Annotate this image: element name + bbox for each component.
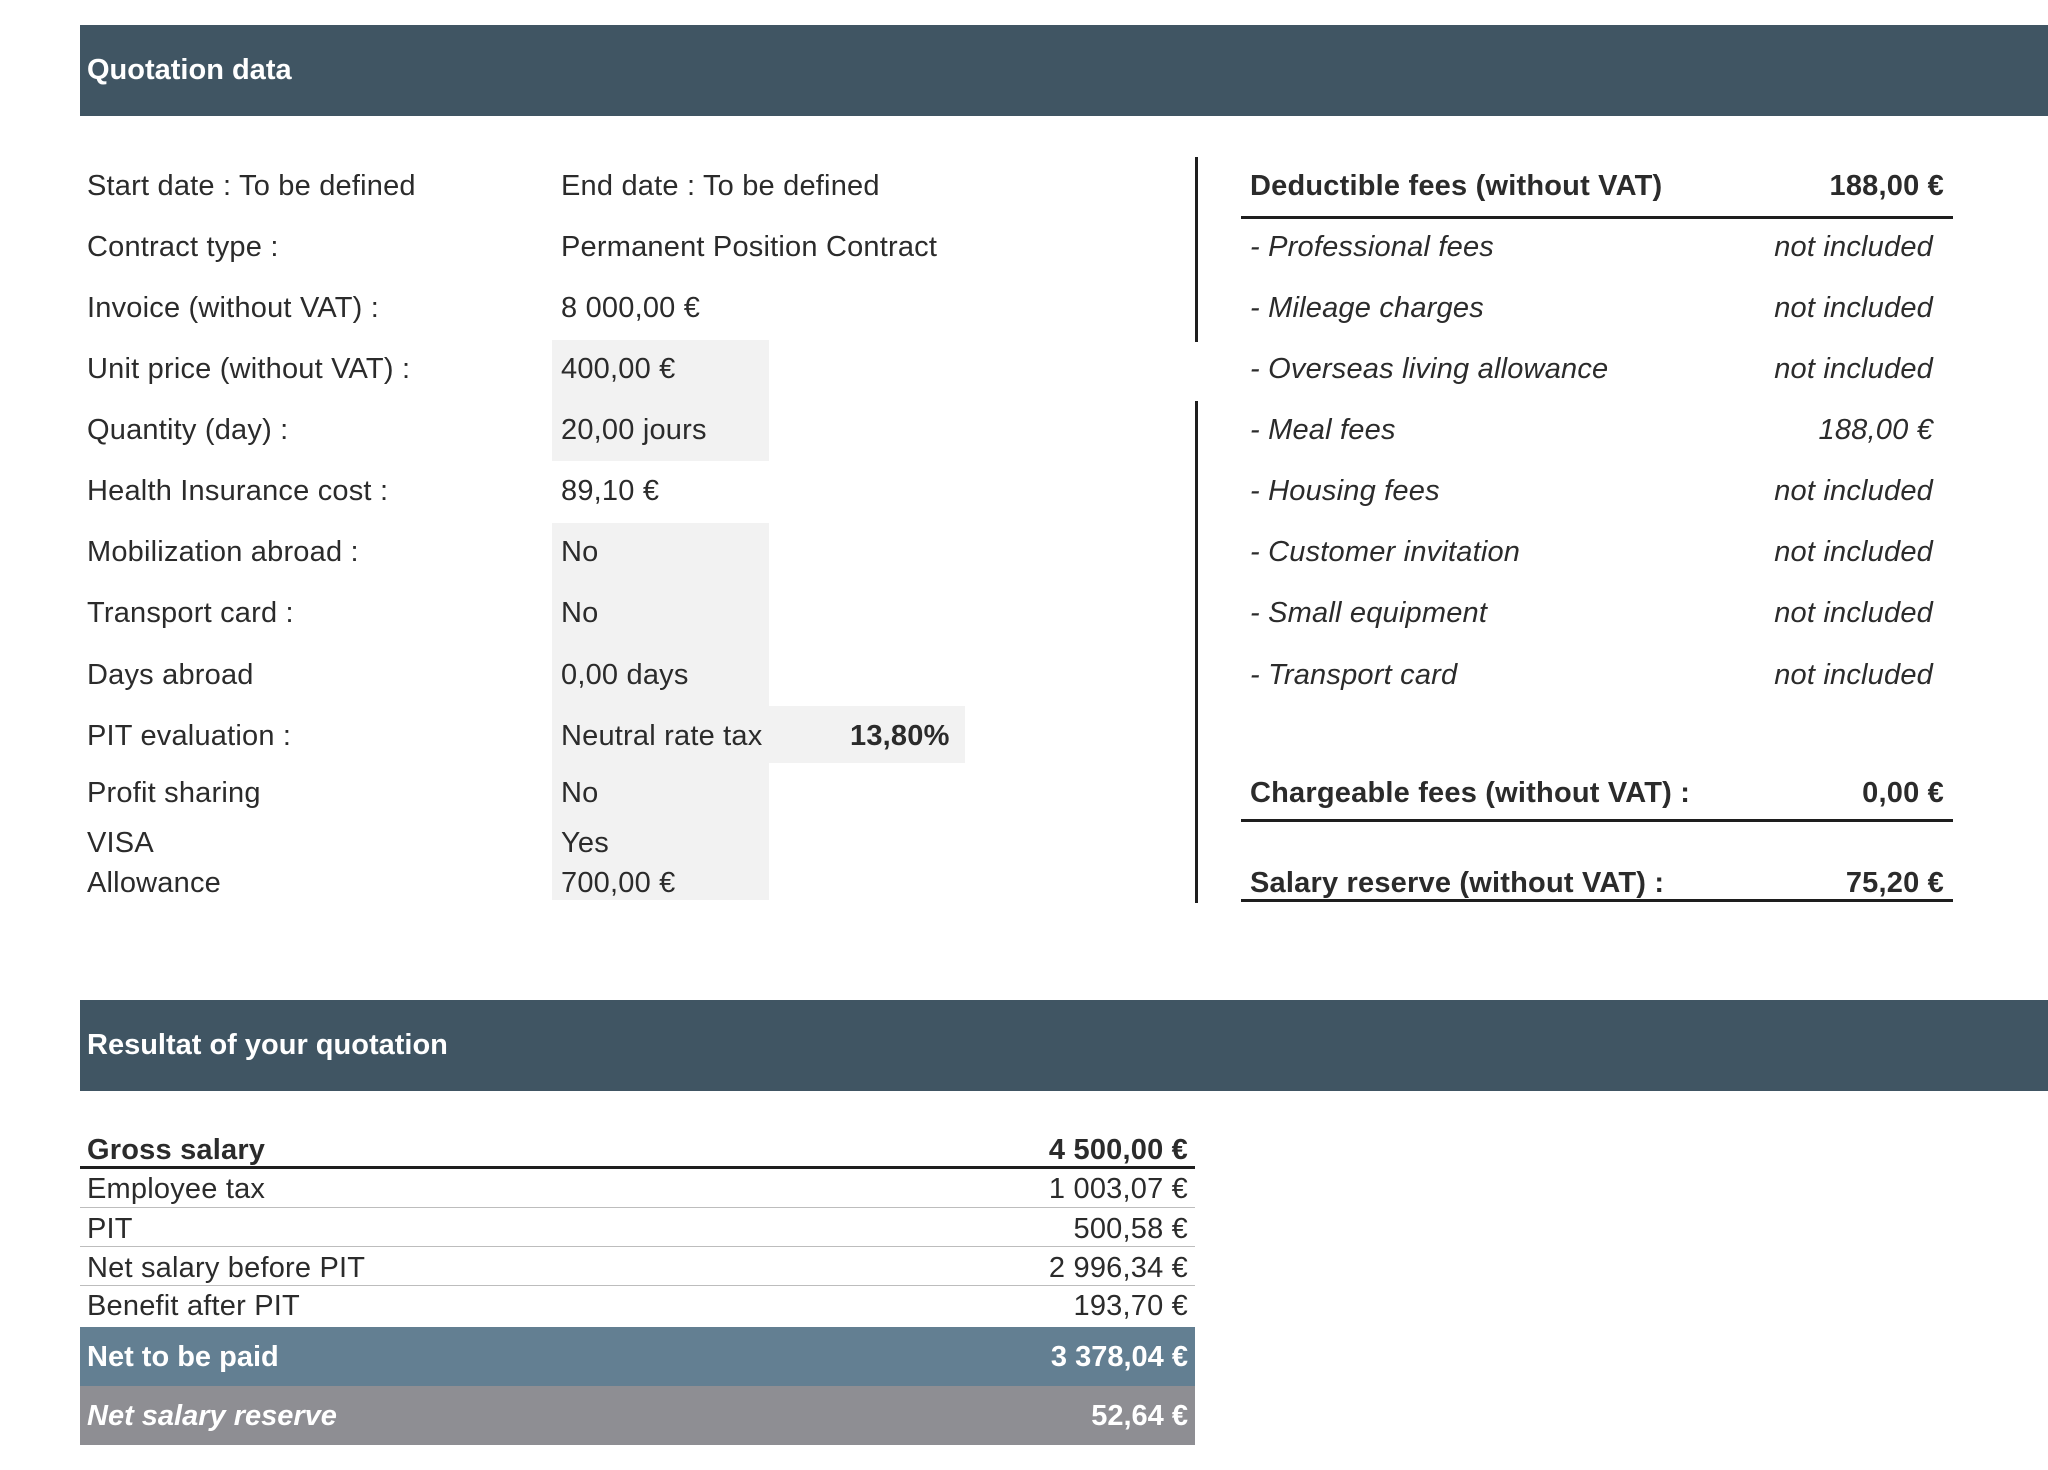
fee-housing-label: - Housing fees	[1250, 475, 1440, 507]
net-to-be-paid-label: Net to be paid	[87, 1341, 279, 1373]
quotation-header-title: Quotation data	[87, 54, 292, 86]
visa-input[interactable]: Yes	[561, 827, 609, 859]
net-salary-reserve-row	[80, 1386, 1195, 1445]
net-salary-reserve-label: Net salary reserve	[87, 1400, 337, 1432]
net-before-pit-label: Net salary before PIT	[87, 1252, 366, 1284]
contract-type-value: Permanent Position Contract	[561, 231, 938, 263]
pit-evaluation-input[interactable]: Neutral rate tax	[561, 720, 763, 752]
fee-meal-value: 188,00 €	[1818, 414, 1933, 446]
health-insurance-value: 89,10 €	[561, 475, 660, 507]
gross-salary-underline	[80, 1166, 1195, 1169]
salary-reserve-value: 75,20 €	[1845, 867, 1944, 899]
net-to-be-paid-value: 3 378,04 €	[1050, 1341, 1188, 1373]
row-divider	[80, 1207, 1195, 1208]
result-header-title: Resultat of your quotation	[87, 1029, 448, 1061]
quantity-input[interactable]: 20,00 jours	[561, 414, 707, 446]
invoice-value: 8 000,00 €	[561, 292, 701, 324]
employee-tax-label: Employee tax	[87, 1173, 266, 1205]
fee-meal-label: - Meal fees	[1250, 414, 1396, 446]
allowance-label: Allowance	[87, 867, 221, 899]
benefit-after-pit-value: 193,70 €	[1073, 1290, 1188, 1322]
fee-transport-card-label: - Transport card	[1250, 659, 1458, 691]
pit-label: PIT	[87, 1213, 133, 1245]
net-to-be-paid-row	[80, 1327, 1195, 1386]
fee-professional-value: not included	[1774, 231, 1933, 263]
unit-price-label: Unit price (without VAT) :	[87, 353, 411, 385]
gross-salary-value: 4 500,00 €	[1048, 1134, 1188, 1166]
profit-sharing-input[interactable]: No	[561, 777, 599, 809]
deductible-fees-title: Deductible fees (without VAT)	[1250, 170, 1663, 202]
row-divider	[80, 1285, 1195, 1286]
profit-sharing-label: Profit sharing	[87, 777, 261, 809]
net-before-pit-value: 2 996,34 €	[1048, 1252, 1188, 1284]
gross-salary-label: Gross salary	[87, 1134, 266, 1166]
pit-evaluation-label: PIT evaluation :	[87, 720, 292, 752]
transport-card-label: Transport card :	[87, 597, 294, 629]
contract-type-label: Contract type :	[87, 231, 279, 263]
mobilization-input[interactable]: No	[561, 536, 599, 568]
row-divider	[80, 1246, 1195, 1247]
deductible-underline	[1241, 216, 1953, 219]
chargeable-underline	[1241, 819, 1953, 822]
days-abroad-input[interactable]: 0,00 days	[561, 659, 689, 691]
fee-mileage-label: - Mileage charges	[1250, 292, 1484, 324]
salary-reserve-underline	[1241, 899, 1953, 902]
column-divider-bottom	[1195, 401, 1198, 903]
fee-overseas-label: - Overseas living allowance	[1250, 353, 1609, 385]
end-date-label: End date : To be defined	[561, 170, 880, 202]
fee-transport-card-value: not included	[1774, 659, 1933, 691]
quotation-header	[80, 25, 2048, 116]
column-divider-top	[1195, 157, 1198, 342]
pit-value: 500,58 €	[1073, 1213, 1188, 1245]
chargeable-fees-label: Chargeable fees (without VAT) :	[1250, 777, 1691, 809]
mobilization-label: Mobilization abroad :	[87, 536, 359, 568]
unit-price-input[interactable]: 400,00 €	[561, 353, 676, 385]
days-abroad-label: Days abroad	[87, 659, 254, 691]
health-insurance-label: Health Insurance cost :	[87, 475, 389, 507]
invoice-label: Invoice (without VAT) :	[87, 292, 380, 324]
transport-card-input[interactable]: No	[561, 597, 599, 629]
fee-customer-invitation-label: - Customer invitation	[1250, 536, 1521, 568]
visa-label: VISA	[87, 827, 154, 859]
start-date-label: Start date : To be defined	[87, 170, 416, 202]
quantity-label: Quantity (day) :	[87, 414, 289, 446]
deductible-fees-total: 188,00 €	[1829, 170, 1944, 202]
salary-reserve-label: Salary reserve (without VAT) :	[1250, 867, 1665, 899]
fee-professional-label: - Professional fees	[1250, 231, 1494, 263]
net-salary-reserve-value: 52,64 €	[1091, 1400, 1188, 1432]
fee-mileage-value: not included	[1774, 292, 1933, 324]
pit-rate-value: 13,80%	[850, 720, 950, 752]
fee-overseas-value: not included	[1774, 353, 1933, 385]
fee-small-equipment-value: not included	[1774, 597, 1933, 629]
employee-tax-value: 1 003,07 €	[1048, 1173, 1188, 1205]
allowance-input[interactable]: 700,00 €	[561, 867, 676, 899]
fee-customer-invitation-value: not included	[1774, 536, 1933, 568]
result-header	[80, 1000, 2048, 1091]
fee-housing-value: not included	[1774, 475, 1933, 507]
chargeable-fees-value: 0,00 €	[1862, 777, 1944, 809]
fee-small-equipment-label: - Small equipment	[1250, 597, 1488, 629]
benefit-after-pit-label: Benefit after PIT	[87, 1290, 300, 1322]
